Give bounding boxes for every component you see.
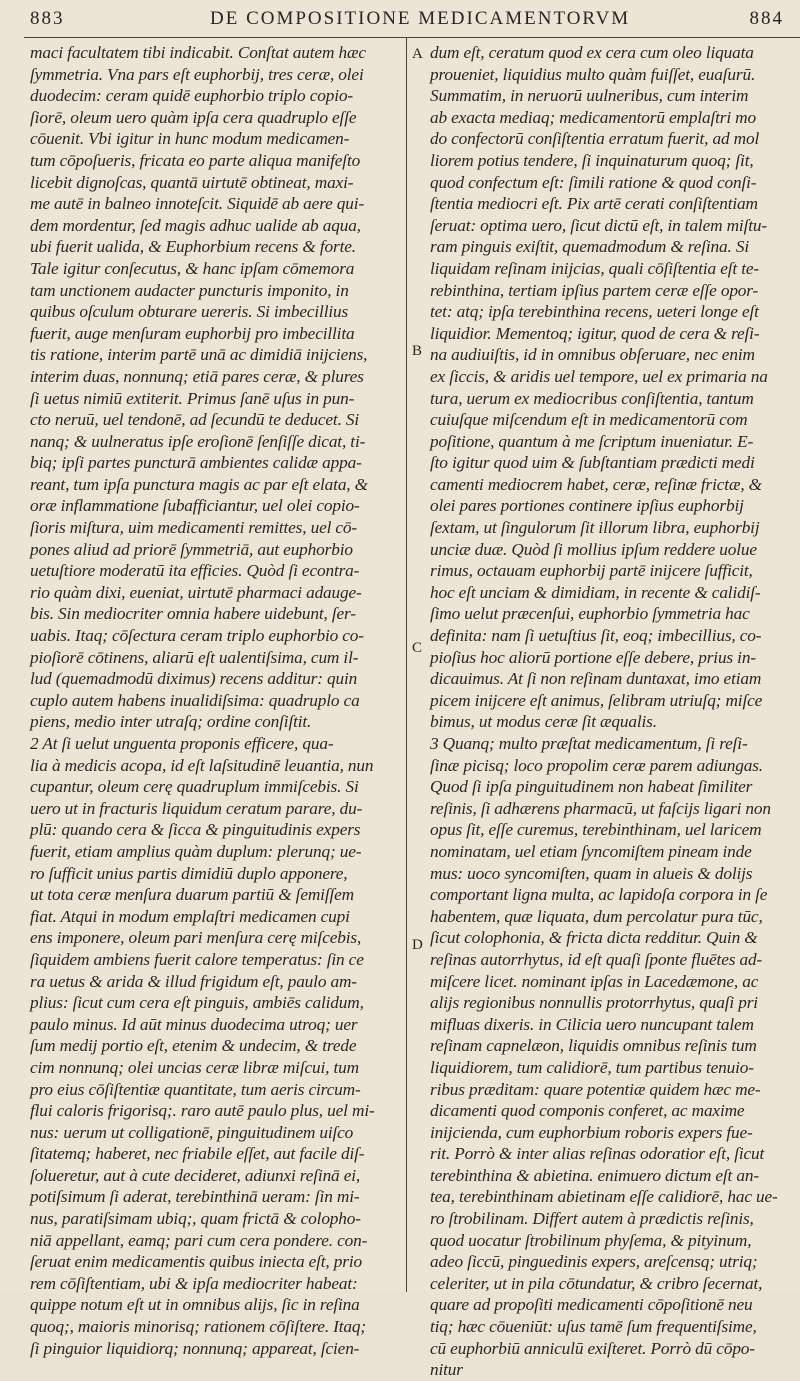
text-line: habentem, quæ liquata, dum percolatur pura tūc, — [430, 906, 763, 926]
text-line: cū euphorbiū anniculū exiſteret. Porrò dū cōpo- — [430, 1338, 755, 1358]
text-line: ex ſiccis, & aridis uel tempore, uel ex primaria na — [430, 366, 768, 386]
text-line: ro ſufficit unius partis dimidiū duplo apponere, — [30, 863, 348, 883]
text-line: 2 At ſi uelut unguenta proponis efficere, qua- — [30, 734, 334, 753]
text-line: rem cōſiſtentiam, ubi & ipſa mediocriter habeat: — [30, 1273, 358, 1293]
text-line: ſextam, ut ſingulorum ſit illorum libra, euphorbij — [430, 518, 760, 538]
margin-letter-b: B — [412, 343, 423, 359]
text-line: ſi uetus nimiū extiterit. Primus ſanē uſus in pun- — [30, 388, 355, 408]
text-line: dicamenti quod componis conferet, ac maxime — [430, 1101, 745, 1121]
text-line: ſto igitur quod uim & ſubſtantiam prædicti medi — [430, 453, 755, 473]
text-line: reant, tum ipſa punctura magis ac par eſt elata, & — [30, 474, 368, 494]
text-line: ſiorē, oleum uero quàm ipſa cera quadruplo eſſe — [30, 107, 357, 127]
text-line: liquidam reſinam inijcias, quali cōſiſtentia eſt te- — [430, 258, 759, 278]
text-line: ſitatemq; haberet, nec friabile eſſet, aut facile diſ- — [30, 1144, 365, 1164]
text-line: ſolueretur, aut à cute decideret, adiunxi reſinā ei, — [30, 1165, 361, 1185]
text-line: rit. Porrò & inter alias reſinas odoratior eſt, ſicut — [430, 1144, 765, 1164]
text-line: licebit dignoſcas, quantā uirtutē obtineat, maxi- — [30, 172, 354, 192]
text-line: miſcere licet. nominant ipſas in Lacedæmone, ac — [430, 971, 759, 991]
text-line: mus: uoco syncomiſten, quam in alueis & dolijs — [430, 863, 753, 883]
margin-letter-a: A — [412, 46, 423, 62]
text-line: nominatam, uel etiam ſyncomiſtem pineam inde — [430, 841, 752, 861]
text-line: fiat. Atqui in modum emplaſtri medicamen cupi — [30, 906, 350, 926]
text-line: rimus, octauam euphorbij partē inijcere ſufficit, — [430, 561, 753, 581]
text-line: ens imponere, oleum pari menſura cerę miſcebis, — [30, 928, 362, 948]
margin-letter-c: C — [412, 640, 423, 656]
text-line: ſtentia mediocri eſt. Pix artē cerati conſiſtentiam — [430, 194, 758, 214]
text-line: pioſius hoc aliorū portione eſſe debere, prius in- — [430, 647, 756, 667]
text-line: ſioris miſtura, uim medicamenti remittes, uel cō- — [30, 518, 358, 538]
text-line: ut tota ceræ menſura duarum partiū & ſemiſſem — [30, 885, 354, 905]
text-line: fuerit, auge menſuram euphorbij pro imbecillita — [30, 323, 355, 343]
text-line: ſi pinguior liquidiorq; nonnunq; appareat, ſcien- — [30, 1338, 360, 1358]
text-line: plius: ſicut cum cera eſt pinguis, ambiēs calidum, — [30, 993, 364, 1013]
text-line: tet: atq; ipſa terebinthina recens, ueteri longe eſt — [430, 302, 759, 322]
text-line: fuerit, etiam amplius quàm duplum: plerunq; ue- — [30, 841, 362, 861]
text-line: reſinam capnelæon, liquidis omnibus reſinis tum — [430, 1036, 757, 1056]
text-line: rebinthina, tertiam ipſius partem ceræ eſſe opor- — [430, 280, 759, 300]
running-head — [0, 8, 800, 34]
text-line: terebinthina & abietina. enimuero dictum eſt an- — [430, 1165, 759, 1185]
text-line: rio quàm dixi, eueniat, uirtutē pharmaci adauge- — [30, 582, 362, 602]
text-line: unciæ duæ. Quòd ſi mollius ipſum reddere uolue — [430, 539, 757, 559]
text-line: quare ad propoſiti medicamenti cōpoſitionē neu — [430, 1295, 753, 1315]
text-line: flui caloris frigorisq;. raro autē paulo plus, uel mi- — [30, 1101, 375, 1121]
text-line: poſitione, quantum à me ſcriptum inueniatur. E- — [430, 431, 754, 451]
text-line: dem mordentur, ſed magis adhuc ualide ab aqua, — [30, 215, 361, 235]
text-line: ſymmetria. Vna pars eſt euphorbij, tres ceræ, olei — [30, 64, 364, 84]
text-line: hoc eſt unciam & dimidiam, in recente & calidiſ- — [430, 582, 761, 602]
text-line: mifluas dixeris. in Cilicia uero nuncupant talem — [430, 1014, 754, 1034]
text-line: uetuſtiore moderatū ita efficies. Quòd ſi econtra- — [30, 561, 360, 581]
text-line: do confectorū conſiſtentia erratum fuerit, ad mol — [430, 129, 760, 149]
text-line: ſinæ picisq; loco propolim ceræ parem adiungas. — [430, 755, 763, 775]
text-line: picem inijcere eſt animus, ſelibram utriuſq; miſce — [430, 690, 763, 710]
text-line: plū: quando cera & ſicca & pinguitudinis expers — [30, 820, 361, 840]
text-line: nus, paratiſsimam ubiq;, quam frictā & colopho- — [30, 1209, 361, 1229]
text-line: na audiuiſtis, id in omnibus obſeruare, nec enim — [430, 345, 755, 365]
text-line: definita: nam ſi uetuſtius ſit, eoq; imbecillius, co- — [430, 626, 762, 646]
header-rule — [24, 37, 800, 38]
text-line: camenti mediocrem habet, ceræ, reſinæ frictæ, & — [430, 474, 762, 494]
text-line: nus: uerum ut colligationē, pinguitudinem uiſco — [30, 1122, 354, 1142]
text-line: quibus oſculum obturare uereris. Si imbecillius — [30, 302, 349, 322]
text-line: lia à medicis acopa, id eſt laſsitudinē leuantia, nun — [30, 755, 374, 775]
text-line: alijs regionibus nonnullis protorrhytus, quaſi pri — [430, 993, 758, 1013]
text-line: interim duas, nonnunq; etiā pares ceræ, & plures — [30, 366, 364, 386]
text-line: liquidiorem, tum calidiorē, tum partibus tenuio- — [430, 1057, 754, 1077]
text-line: quod uocatur ſtrobilinum phyſema, & pityinum, — [430, 1230, 752, 1250]
text-line: 3 Quanq; multo præſtat medicamentum, ſi reſi- — [430, 734, 748, 753]
text-line: inijcienda, cum euphorbium roboris expers fue- — [430, 1122, 753, 1142]
text-line: ſimo uelut præcenſui, euphorbio ſymmetria hac — [430, 604, 750, 624]
text-line: lud (quemadmodū diximus) recens additur: quin — [30, 669, 358, 689]
text-line: pro eius cōſiſtentiæ quantitate, tum aeris circum- — [30, 1079, 361, 1099]
text-line: Summatim, in neruorū uulneribus, cum interim — [430, 86, 749, 106]
text-line: quod confectum eſt: ſimili ratione & quod conſi- — [430, 172, 757, 192]
text-line: oræ inflammatione ſubafficiantur, uel olei copio- — [30, 496, 360, 516]
margin-letter-d: D — [412, 937, 423, 953]
text-line: ab exacta mediaq; medicamentorū emplaſtri mo — [430, 107, 756, 127]
text-line: ſeruat enim medicamentis quibus iniecta eſt, prio — [30, 1252, 362, 1272]
text-line: tam unctionem audacter puncturis imponito, in — [30, 280, 349, 300]
text-line: ſicut colophonia, & fricta dicta redditur. Quin & — [430, 928, 758, 948]
text-line: pioſiorē cōtinens, aliarū eſt ualentiſsima, cum il- — [30, 647, 359, 667]
text-line: ſum medij portio eſt, etenim & undecim, & trede — [30, 1036, 357, 1056]
text-line: uabis. Itaq; cōſectura ceram triplo euphorbio co- — [30, 626, 364, 646]
text-line: tura, uerum ex mediocribus conſiſtentia, tantum — [430, 388, 754, 408]
text-line: biq; ipſi partes puncturā ambientes calidæ appa- — [30, 453, 362, 473]
text-line: liorem potius tendere, ſi inquinaturum quoq; ſit, — [430, 150, 754, 170]
right-column — [430, 42, 796, 1381]
text-line: tea, terebinthinam abietinam eſſe calidiorē, hac ue- — [430, 1187, 778, 1207]
text-line: niā appellant, eamq; pari cum cera pondere. con- — [30, 1230, 368, 1250]
text-line: bis. Sin mediocriter omnia habere uidebunt, ſer- — [30, 604, 356, 624]
page-number-right: 884 — [749, 8, 784, 29]
text-line: cim nonnunq; olei uncias ceræ libræ miſcui, tum — [30, 1057, 359, 1077]
text-line: ubi fuerit ualida, & Euphorbium recens & forte. — [30, 237, 356, 257]
text-line: Tale igitur conſecutus, & hanc ipſam cōmemora — [30, 258, 355, 278]
text-line: opus ſit, eſſe curemus, terebinthinam, uel laricem — [430, 820, 762, 840]
text-line: comportant ligna multa, ac lapidoſa corpora in ſe — [430, 885, 768, 905]
text-line: cuplo autem habens inualidiſsima: quadruplo ca — [30, 690, 360, 710]
text-line: nanq; & uulneratus ipſe eroſionē ſenſiſſe dicat, ti- — [30, 431, 366, 451]
text-line: ro ſtrobilinam. Differt autem à prædictis reſinis, — [430, 1209, 754, 1229]
text-line: duodecim: ceram quidē euphorbio triplo copio- — [30, 86, 353, 106]
text-line: potiſsimum ſi aderat, terebinthinā ueram: ſin mi- — [30, 1187, 360, 1207]
text-line: liquidior. Mementoq; igitur, quod de cera & reſi- — [430, 323, 760, 343]
text-line: cto neruū, uel tendonē, ad ſecundū te deducet. Si — [30, 410, 360, 430]
text-line: paulo minus. Id aūt minus duodecima utroq; uer — [30, 1014, 358, 1034]
text-line: uero ut in fracturis liquidum ceratum parare, du- — [30, 798, 363, 818]
text-line: me autē in balneo innoteſcit. Siquidē ab aere qui- — [30, 194, 365, 214]
text-line: adeo ſiccū, pinguedinis expers, areſcensq; utriq; — [430, 1252, 758, 1272]
text-line: cōuenit. Vbi igitur in hunc modum medicamen- — [30, 129, 350, 149]
text-line: ſeruat: optima uero, ſicut dictū eſt, in talem miſtu- — [430, 215, 767, 235]
text-line: cupantur, oleum cerę quadruplum immiſcebis. Si — [30, 777, 359, 797]
text-line: reſinis, ſi adhærens pharmacū, ut faſcijs ligari non — [430, 798, 771, 818]
text-line: piens, medio inter utraſq; ordine conſiſtit. — [30, 712, 312, 732]
text-line: ra uetus & arida & illud frigidum eſt, paulo am- — [30, 971, 357, 991]
running-title: DE COMPOSITIONE MEDICAMENTORVM — [210, 8, 631, 29]
text-line: ram pinguis exiſtit, quemadmodum & reſina. Si — [430, 237, 750, 257]
text-line: tiq; hæc cōueniūt: uſus tamē ſum frequentiſsime, — [430, 1317, 757, 1337]
text-line: olei pares portiones continere ipſius euphorbij — [430, 496, 744, 516]
text-line: cuiuſque miſcendum eſt in medicamentorū com — [430, 410, 748, 430]
text-line: celeriter, ut in pila cōtundatur, & cribro ſecernat, — [430, 1273, 763, 1293]
text-line: ribus præditam: quare potentiæ quidem hæc me- — [430, 1079, 761, 1099]
text-line: dum eſt, ceratum quod ex cera cum oleo liquata — [430, 43, 754, 62]
column-rule — [406, 37, 407, 1292]
text-line: reſinas autorrhytus, id eſt quaſi ſponte fluētes ad- — [430, 949, 763, 969]
text-line: tis ratione, interim partē unā ac dimidiā inijciens, — [30, 345, 368, 365]
text-line: ſiquidem ambiens fuerit calore temperatus: ſin ce — [30, 949, 364, 969]
text-line: tum cōpoſueris, fricata eo parte aliqua manifeſto — [30, 150, 361, 170]
text-line: quippe notum eſt ut in omnibus alijs, ſic in reſina — [30, 1295, 360, 1315]
text-line: Quod ſi ipſa pinguitudinem non habeat ſimiliter — [430, 777, 753, 797]
text-line: proueniet, liquidius multo quàm fuiſſet, euaſurū. — [430, 64, 756, 84]
text-line: pones aliud ad priorē ſymmetriā, aut euphorbio — [30, 539, 353, 559]
text-line: maci facultatem tibi indicabit. Conſtat autem hæc — [30, 43, 366, 62]
text-line: nitur — [430, 1360, 463, 1380]
text-line: dicauimus. At ſi non reſinam duntaxat, imo etiam — [430, 669, 762, 689]
text-line: bimus, ut modus ceræ ſit æqualis. — [430, 712, 657, 732]
left-column — [30, 42, 404, 1359]
page-number-left: 883 — [30, 8, 65, 29]
text-line: quoq;, maioris minorisq; rationem cōſiſtere. Itaq; — [30, 1317, 367, 1337]
